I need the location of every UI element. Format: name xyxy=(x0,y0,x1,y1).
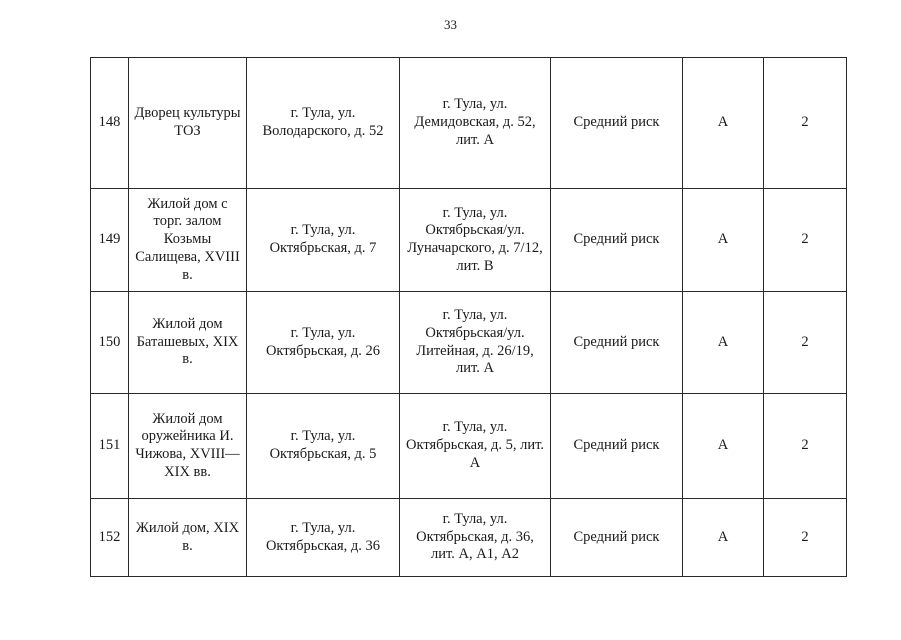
object-name: Жилой дом с торг. залом Козьмы Салищева, XVIII в. xyxy=(129,189,247,292)
row-number: 149 xyxy=(91,189,129,292)
object-address: г. Тула, ул. Октябрьская, д. 5 xyxy=(247,394,400,499)
objects-table xyxy=(90,57,847,577)
object-class: А xyxy=(683,394,764,499)
object-name: Дворец культуры ТОЗ xyxy=(129,58,247,189)
risk-level: Средний риск xyxy=(551,292,683,394)
object-address-full: г. Тула, ул. Октябрьская/ул. Луначарского, д. 7/12, лит. В xyxy=(400,189,551,292)
object-address-full: г. Тула, ул. Октябрьская/ул. Литейная, д. 26/19, лит. А xyxy=(400,292,551,394)
row-number: 148 xyxy=(91,58,129,189)
table-row xyxy=(91,394,847,499)
object-name: Жилой дом Баташевых, XIX в. xyxy=(129,292,247,394)
object-address-full: г. Тула, ул. Демидовская, д. 52, лит. А xyxy=(400,58,551,189)
table-row xyxy=(91,58,847,189)
object-address: г. Тула, ул. Октябрьская, д. 36 xyxy=(247,499,400,577)
risk-level: Средний риск xyxy=(551,499,683,577)
object-class: А xyxy=(683,189,764,292)
table-row xyxy=(91,189,847,292)
object-address: г. Тула, ул. Володарского, д. 52 xyxy=(247,58,400,189)
object-category: 2 xyxy=(764,189,847,292)
object-category: 2 xyxy=(764,58,847,189)
row-number: 150 xyxy=(91,292,129,394)
object-category: 2 xyxy=(764,499,847,577)
object-class: А xyxy=(683,499,764,577)
object-category: 2 xyxy=(764,292,847,394)
table-row xyxy=(91,292,847,394)
risk-level: Средний риск xyxy=(551,58,683,189)
object-address: г. Тула, ул. Октябрьская, д. 7 xyxy=(247,189,400,292)
object-address-full: г. Тула, ул. Октябрьская, д. 5, лит. А xyxy=(400,394,551,499)
page-number: 33 xyxy=(444,17,457,32)
object-name: Жилой дом оружейника И. Чижова, XVIII—XIX вв. xyxy=(129,394,247,499)
object-address-full: г. Тула, ул. Октябрьская, д. 36, лит. А, А1, А2 xyxy=(400,499,551,577)
object-category: 2 xyxy=(764,394,847,499)
object-address: г. Тула, ул. Октябрьская, д. 26 xyxy=(247,292,400,394)
row-number: 152 xyxy=(91,499,129,577)
object-class: А xyxy=(683,58,764,189)
object-name: Жилой дом, XIX в. xyxy=(129,499,247,577)
risk-level: Средний риск xyxy=(551,394,683,499)
table-row xyxy=(91,499,847,577)
object-class: А xyxy=(683,292,764,394)
risk-level: Средний риск xyxy=(551,189,683,292)
row-number: 151 xyxy=(91,394,129,499)
